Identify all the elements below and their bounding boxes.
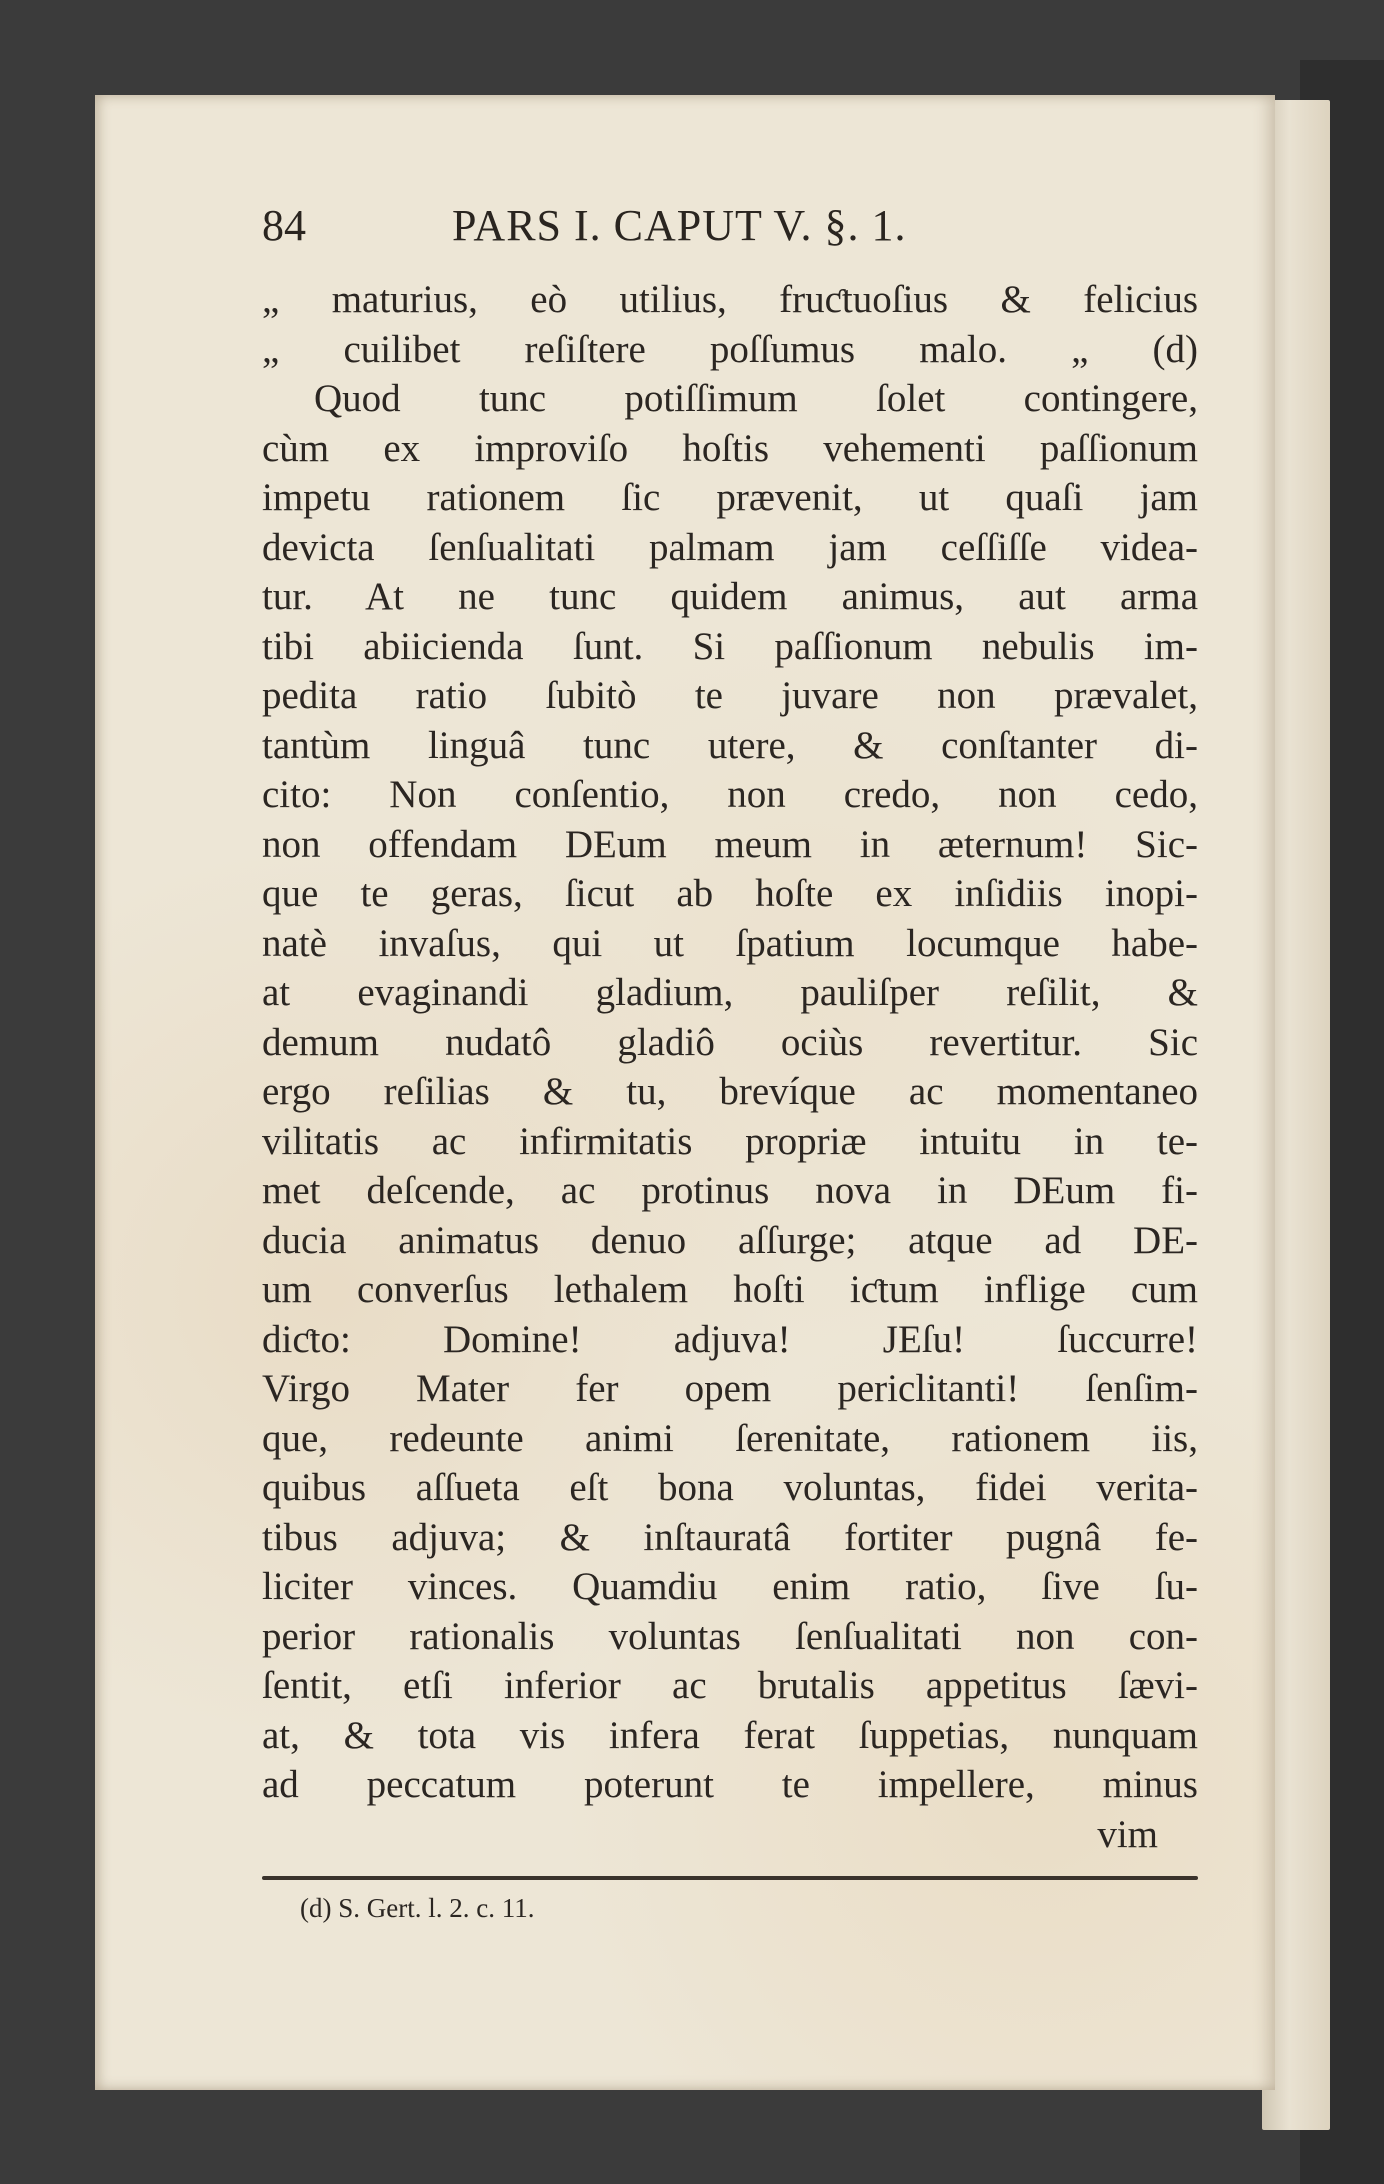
text-line: „ maturius, eò utilius, fruƈtuoſius & felicius [262, 278, 1198, 321]
text-line: at, & tota vis infera ferat ſuppetias, nunquam [262, 1713, 1198, 1757]
text-line: ducia animatus denuo aſſurge; atque ad DE- [262, 1218, 1198, 1262]
text-line: ergo reſilias & tu, brevíque ac momentaneo [262, 1070, 1198, 1113]
running-head: PARS I. CAPUT V. §. 1. [452, 201, 907, 250]
text-line: met deſcende, ac protinus nova in DEum fi- [262, 1169, 1198, 1212]
text-line: tibi abiicienda ſunt. Si paſſionum nebulis im- [262, 624, 1198, 668]
text-line: vilitatis ac infirmitatis propriæ intuitu in te- [262, 1119, 1198, 1163]
footnote-rule [262, 1876, 1198, 1880]
catchword: vim [1097, 1812, 1158, 1856]
text-line: Quod tunc potiſſimum ſolet contingere, [314, 377, 1198, 420]
text-line: „ cuilibet reſiſtere poſſumus malo. „ (d) [262, 327, 1198, 371]
page-number: 84 [262, 201, 306, 250]
text-line: que te geras, ſicut ab hoſte ex inſidiis inopi- [262, 872, 1198, 915]
text-line: que, redeunte animi ſerenitate, rationem iis, [262, 1416, 1198, 1460]
text-line: non offendam DEum meum in æternum! Sic- [262, 822, 1198, 866]
text-line: tibus adjuva; & inſtauratâ fortiter pugnâ fe- [262, 1515, 1198, 1559]
text-line: at evaginandi gladium, pauliſper reſilit, & [262, 971, 1198, 1014]
text-line: quibus aſſueta eſt bona voluntas, fidei verita- [262, 1466, 1198, 1509]
body-text [262, 275, 1198, 1859]
footnote: (d) S. Gert. l. 2. c. 11. [300, 1893, 535, 1923]
text-line: pedita ratio ſubitò te juvare non prævalet, [262, 674, 1198, 717]
text-line: ſentit, etſi inferior ac brutalis appetitus ſævi- [262, 1664, 1198, 1707]
text-line: um converſus lethalem hoſti iƈtum inflige cum [262, 1268, 1198, 1311]
text-line: devicta ſenſualitati palmam jam ceſſiſſe videa- [262, 525, 1198, 569]
text-line: tantùm linguâ tunc utere, & conſtanter di- [262, 723, 1198, 767]
text-line: tur. At ne tunc quidem animus, aut arma [262, 575, 1198, 618]
text-line: impetu rationem ſic prævenit, ut quaſi jam [262, 476, 1198, 519]
text-line: liciter vinces. Quamdiu enim ratio, ſive ſu- [262, 1565, 1198, 1608]
text-line: perior rationalis voluntas ſenſualitati non con- [262, 1614, 1198, 1658]
text-line: ad peccatum poterunt te impellere, minus [262, 1763, 1198, 1806]
text-line: diƈto: Domine! adjuva! JEſu! ſuccurre! [262, 1317, 1198, 1361]
text-line: cùm ex improviſo hoſtis vehementi paſſionum [262, 426, 1198, 470]
text-line: cito: Non conſentio, non credo, non cedo, [262, 773, 1198, 816]
text-line: demum nudatô gladiô ociùs revertitur. Sic [262, 1020, 1198, 1064]
page-header [262, 200, 1022, 250]
text-line: Virgo Mater fer opem periclitanti! ſenſim- [262, 1367, 1198, 1410]
text-line: natè invaſus, qui ut ſpatium locumque habe- [262, 921, 1198, 965]
